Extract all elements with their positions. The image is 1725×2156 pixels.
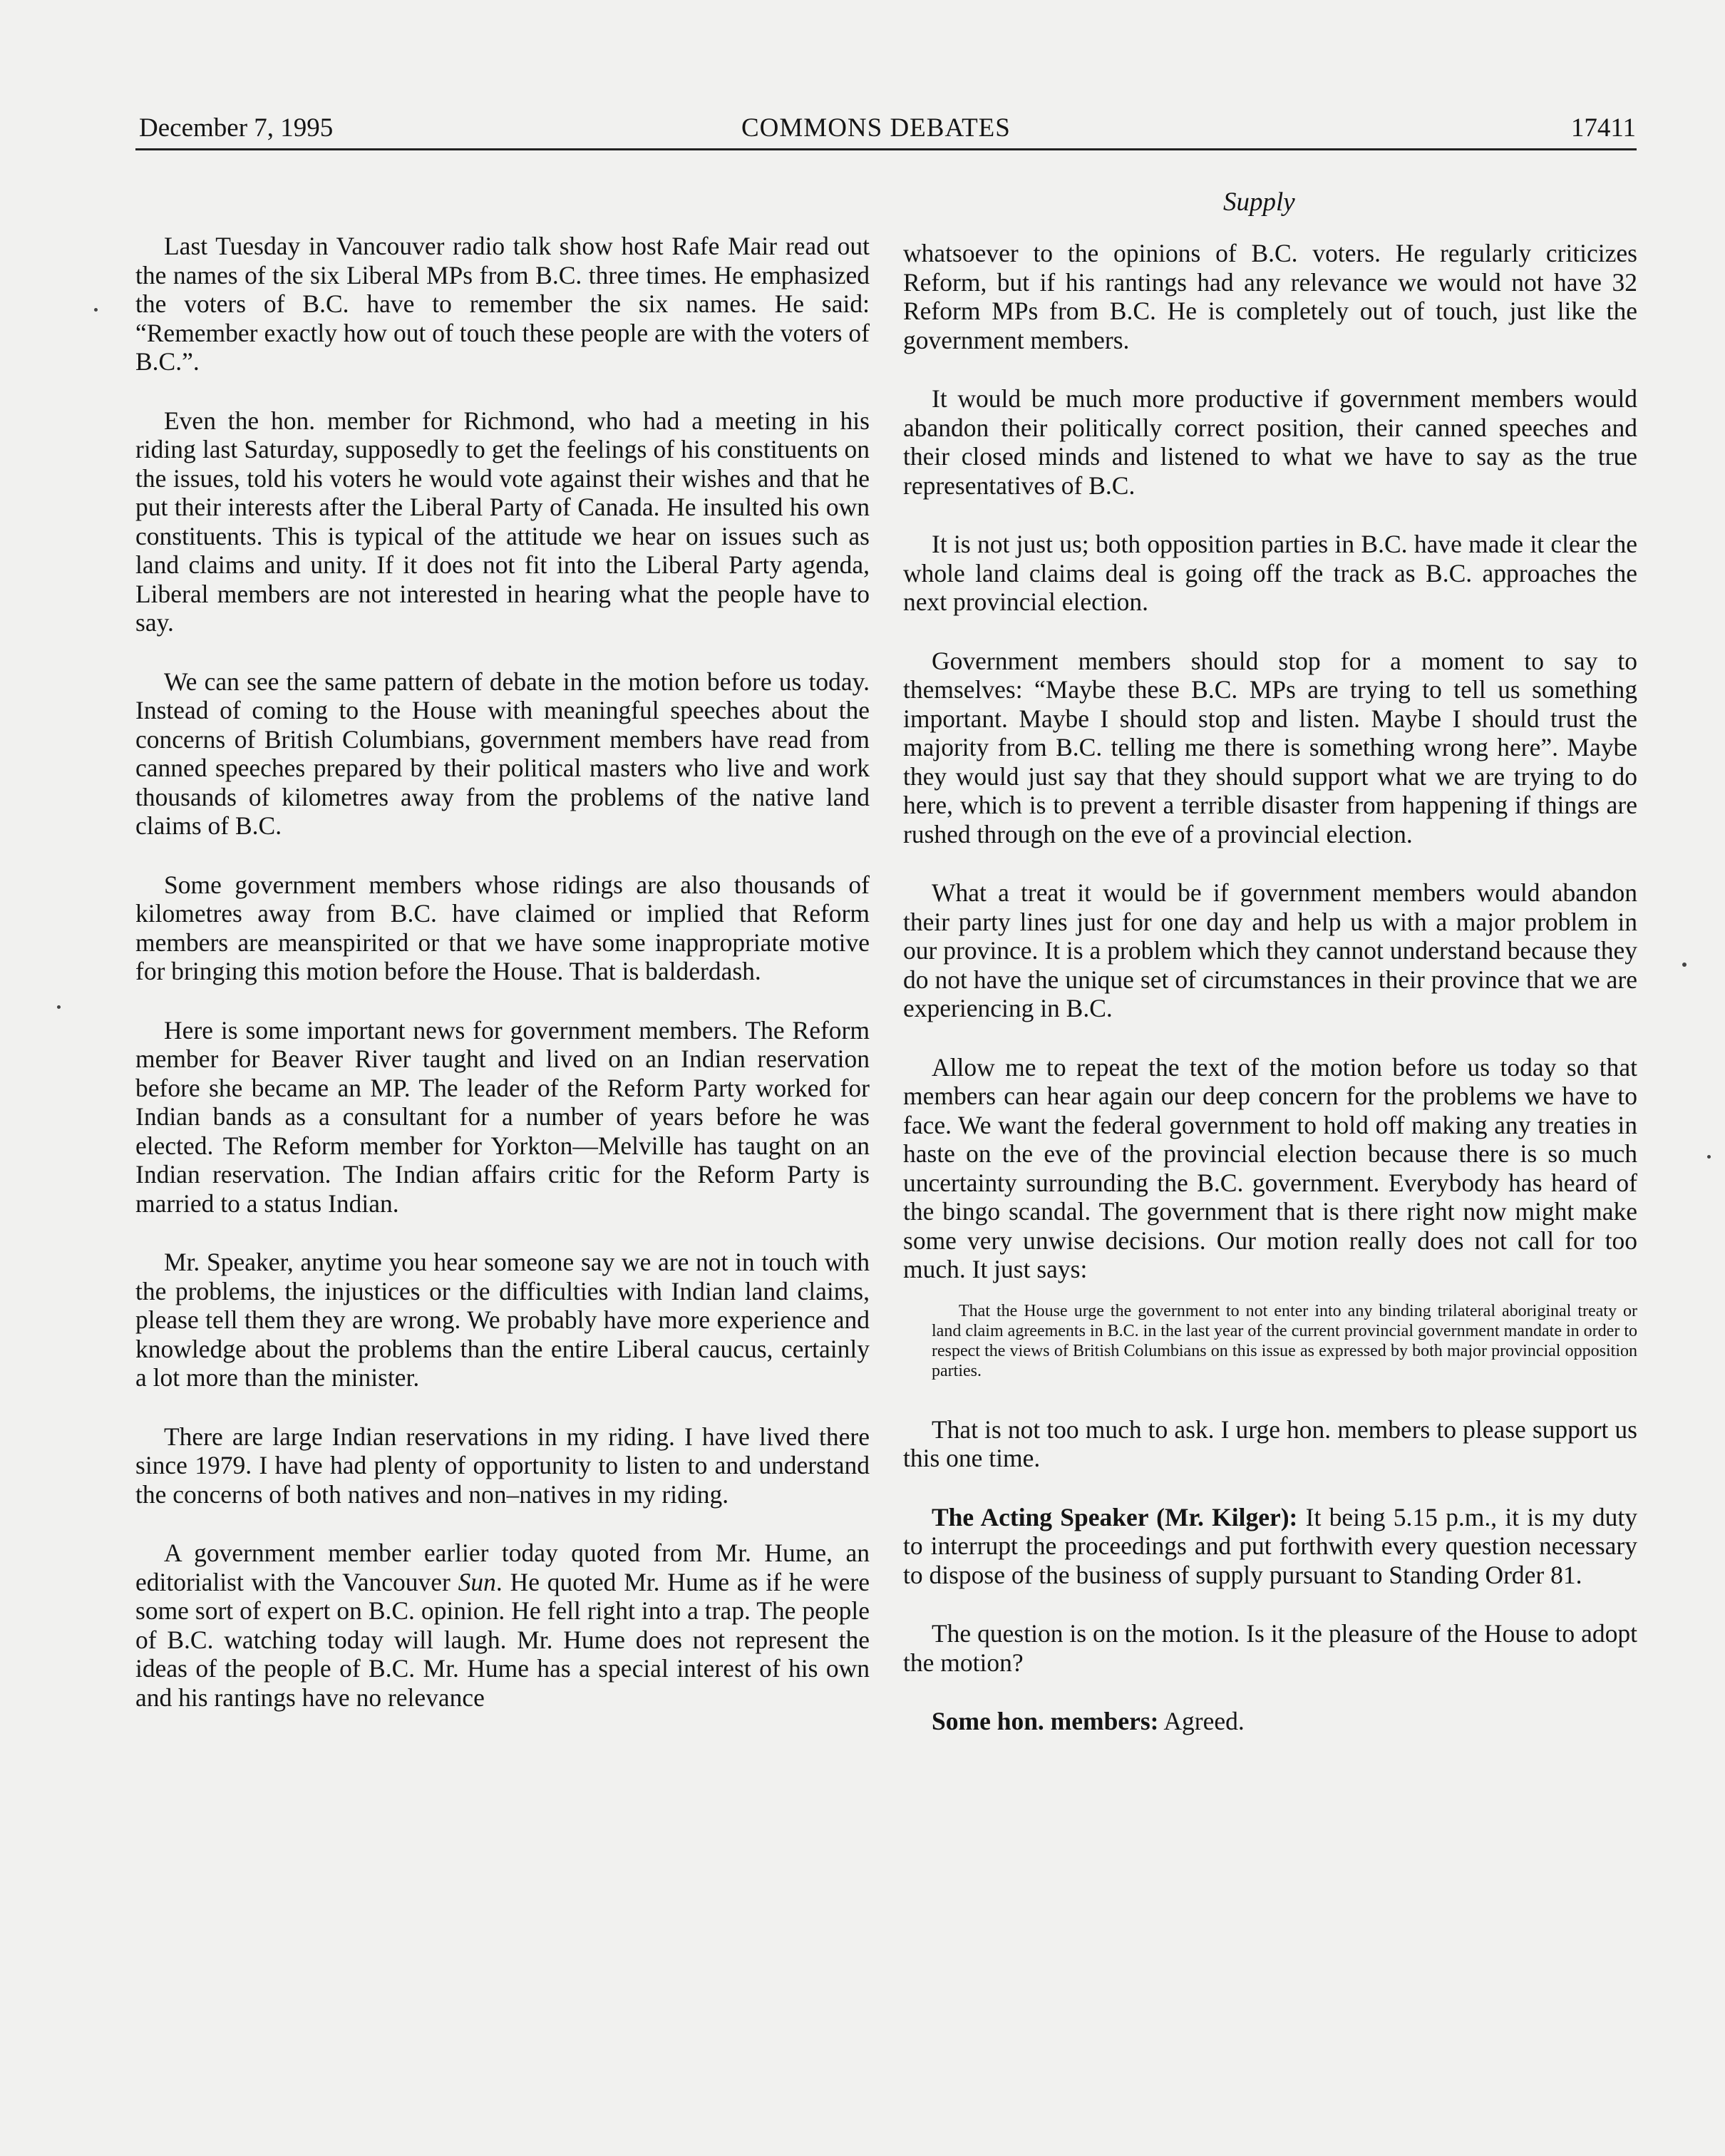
left-column [135, 232, 870, 1742]
paragraph-text: It being 5.15 p.m., it is my duty to interrupt the proceedings and put forthwith every question necessary to dispose of the business of supply pursuant to Standing Order 81. [903, 1502, 1637, 1589]
paragraph: The question is on the motion. Is it the pleasure of the House to adopt the motion? [903, 1619, 1637, 1677]
paragraph: Mr. Speaker, anytime you hear someone say we are not in touch with the problems, the injustices or the difficulties with Indian land claims, please tell them they are wrong. We probably have more experience and knowledge about the problems than the entire Liberal caucus, certainly a lot more than the minister. [135, 1248, 870, 1392]
scan-speck [57, 1005, 61, 1009]
paragraph: It is not just us; both opposition parties in B.C. have made it clear the whole land claims deal is going off the track as B.C. approaches the next provincial election. [903, 530, 1637, 616]
paragraph: Even the hon. member for Richmond, who had a meeting in his riding last Saturday, supposedly to get the feelings of his constituents on the issues, told his voters he would vote against their wishes and that he put their interests after the Liberal Party of Canada. He insulted his own constituents. This is typical of the attitude we hear on issues such as land claims and unity. If it does not fit into the Liberal Party agenda, Liberal members are not interested in hearing what the people have to say. [135, 406, 870, 637]
newspaper-name: Sun [458, 1567, 496, 1596]
scan-speck [1707, 1155, 1711, 1159]
section-title: Supply [1223, 188, 1295, 217]
right-column [903, 239, 1637, 1766]
paragraph [135, 1539, 870, 1712]
speaker-name: Some hon. members: [932, 1707, 1159, 1735]
scan-speck [1682, 962, 1687, 967]
paragraph-text: Agreed. [1158, 1707, 1245, 1735]
paragraph: That is not too much to ask. I urge hon. members to please support us this one time. [903, 1415, 1637, 1472]
paragraph: What a treat it would be if government members would abandon their party lines just for one day and help us with a major problem in our province. It is a problem which they cannot understand because they do not have the unique set of circumstances in their province that we are experiencing in B.C. [903, 878, 1637, 1022]
motion-quote: That the House urge the government to not enter into any binding trilateral aboriginal treaty or land claim agreements in B.C. in the last year of the current provincial government mandate in order to respect the views of British Columbians on this issue as expressed by both major provincial opposition parties. [932, 1301, 1637, 1380]
paragraph: We can see the same pattern of debate in the motion before us today. Instead of coming to the House with meaningful speeches about the concerns of British Columbians, government members have read from canned speeches prepared by their political masters who live and work thousands of kilometres away from the problems of the native land claims of B.C. [135, 667, 870, 840]
paragraph: Last Tuesday in Vancouver radio talk show host Rafe Mair read out the names of the six Liberal MPs from B.C. three times. He emphasized the voters of B.C. have to remember the six names. He said: “Remember exactly how out of touch these people are with the voters of B.C.”. [135, 232, 870, 376]
page-header [139, 113, 1636, 148]
paragraph [903, 1503, 1637, 1590]
paragraph: Government members should stop for a moment to say to themselves: “Maybe these B.C. MPs are trying to tell us something important. Maybe I should stop and listen. Maybe I should trust the majority from B.C. telling me there is something wrong here”. Maybe they would just say that they should support what we are trying to do here, which is to prevent a terrible disaster from happening if things are rushed through on the eve of a provincial election. [903, 646, 1637, 848]
paragraph-continuation: whatsoever to the opinions of B.C. voters. He regularly criticizes Reform, but if his rantings had any relevance we would not have 32 Reform MPs from B.C. He is completely out of touch, just like the government members. [903, 239, 1637, 354]
speaker-name: The Acting Speaker (Mr. Kilger): [932, 1502, 1298, 1531]
header-rule [135, 148, 1637, 150]
paragraph [903, 1707, 1637, 1736]
paragraph: Some government members whose ridings are also thousands of kilometres away from B.C. have claimed or implied that Reform members are meanspirited or that we have some inappropriate motive for bringing this motion before the House. That is balderdash. [135, 870, 870, 985]
header-date: December 7, 1995 [139, 113, 334, 143]
paragraph: There are large Indian reservations in my riding. I have lived there since 1979. I have had plenty of opportunity to listen to and understand the concerns of both natives and non–natives in my riding. [135, 1422, 870, 1509]
paragraph: It would be much more productive if government members would abandon their politically correct position, their canned speeches and their closed minds and listened to what we have to say as the true representatives of B.C. [903, 384, 1637, 500]
paragraph-text: . He quoted Mr. Hume as if he were some sort of expert on B.C. opinion. He fell right into a trap. The people of B.C. watching today will laugh. Mr. Hume does not represent the ideas of the people of B.C. Mr. Hume has a special interest of his own and his rantings have no relevance [135, 1567, 870, 1712]
paragraph: Here is some important news for government members. The Reform member for Beaver River taught and lived on an Indian reservation before she became an MP. The leader of the Reform Party worked for Indian bands as a consultant for a number of years before he was elected. The Reform member for Yorkton—Melville has taught on an Indian reservation. The Indian affairs critic for the Reform Party is married to a status Indian. [135, 1015, 870, 1218]
paragraph: Allow me to repeat the text of the motion before us today so that members can hear again our deep concern for the problems we have to face. We want the federal government to hold off making any treaties in haste on the eve of the provincial election because there is so much uncertainty surrounding the B.C. government. Everybody has heard of the bingo scandal. The government that is there right now might make some very unwise decisions. Our motion really does not call for too much. It just says: [903, 1052, 1637, 1283]
scan-speck [94, 308, 98, 312]
header-page-number: 17411 [1570, 113, 1636, 143]
header-title: COMMONS DEBATES [741, 113, 1011, 143]
paragraph-text: A government member earlier today quoted from Mr. Hume, an editorialist with the Vancouver [135, 1539, 870, 1596]
